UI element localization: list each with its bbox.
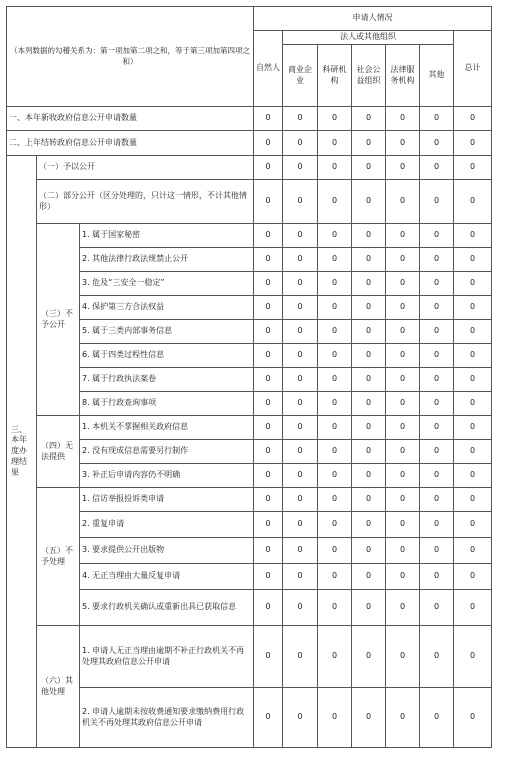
cell: 0 [254, 320, 283, 344]
cell: 0 [283, 688, 318, 748]
cell: 0 [386, 590, 420, 626]
cell: 0 [386, 107, 420, 131]
cell: 0 [283, 272, 318, 296]
cell: 0 [254, 564, 283, 590]
cell: 0 [352, 464, 386, 488]
col-legal-service: 法律服务机构 [386, 45, 420, 107]
table-row [7, 131, 492, 156]
cell: 0 [254, 440, 283, 464]
table-row [7, 590, 492, 626]
cell: 0 [318, 416, 352, 440]
row-label: 4. 保护第三方合法权益 [80, 296, 254, 320]
cell: 0 [420, 248, 454, 272]
cell: 0 [352, 564, 386, 590]
table-row [7, 344, 492, 368]
cell: 0 [318, 440, 352, 464]
cell: 0 [318, 224, 352, 248]
cell: 0 [318, 344, 352, 368]
group-label: （五）不予处理 [37, 488, 80, 626]
cell: 0 [318, 512, 352, 538]
cell: 0 [283, 440, 318, 464]
cell: 0 [283, 320, 318, 344]
col-natural-person: 自然人 [254, 31, 283, 107]
applicant-header: 申请人情况 [254, 7, 492, 31]
cell: 0 [318, 156, 352, 180]
row-label: 7. 属于行政执法案卷 [80, 368, 254, 392]
cell: 0 [454, 156, 492, 180]
row-label: 5. 要求行政机关确认或重新出具已获取信息 [80, 590, 254, 626]
cell: 0 [254, 626, 283, 688]
cell: 0 [318, 392, 352, 416]
table-row [7, 488, 492, 512]
table-note: （本列数据的勾稽关系为：第一项加第二项之和，等于第三项加第四项之和） [7, 7, 254, 107]
cell: 0 [318, 590, 352, 626]
cell: 0 [386, 224, 420, 248]
legal-entity-header: 法人或其他组织 [283, 31, 454, 45]
cell: 0 [318, 464, 352, 488]
cell: 0 [254, 248, 283, 272]
cell: 0 [352, 131, 386, 156]
cell: 0 [352, 440, 386, 464]
cell: 0 [352, 107, 386, 131]
cell: 0 [283, 488, 318, 512]
row-label: 1. 申请人无正当理由逾期不补正行政机关不再处理其政府信息公开申请 [80, 626, 254, 688]
cell: 0 [386, 512, 420, 538]
cell: 0 [254, 512, 283, 538]
cell: 0 [420, 344, 454, 368]
cell: 0 [283, 248, 318, 272]
cell: 0 [352, 296, 386, 320]
table-row [7, 538, 492, 564]
cell: 0 [283, 392, 318, 416]
row-label: 1. 信访举报投诉类申请 [80, 488, 254, 512]
cell: 0 [352, 156, 386, 180]
cell: 0 [318, 320, 352, 344]
cell: 0 [386, 688, 420, 748]
disclosure-requests-table [6, 6, 492, 748]
cell: 0 [386, 564, 420, 590]
cell: 0 [386, 392, 420, 416]
table-row [7, 248, 492, 272]
cell: 0 [283, 590, 318, 626]
cell: 0 [420, 464, 454, 488]
cell: 0 [283, 224, 318, 248]
cell: 0 [386, 440, 420, 464]
cell: 0 [454, 180, 492, 224]
group-label: （四）无法提供 [37, 416, 80, 488]
cell: 0 [454, 320, 492, 344]
row-label: 二、上年结转政府信息公开申请数量 [7, 131, 254, 156]
cell: 0 [352, 512, 386, 538]
cell: 0 [420, 512, 454, 538]
cell: 0 [420, 564, 454, 590]
cell: 0 [283, 464, 318, 488]
cell: 0 [318, 538, 352, 564]
row-label: 2. 其他法律行政法规禁止公开 [80, 248, 254, 272]
cell: 0 [283, 156, 318, 180]
cell: 0 [352, 488, 386, 512]
cell: 0 [454, 296, 492, 320]
cell: 0 [318, 296, 352, 320]
cell: 0 [420, 180, 454, 224]
cell: 0 [254, 688, 283, 748]
table-row [7, 688, 492, 748]
cell: 0 [254, 344, 283, 368]
cell: 0 [386, 131, 420, 156]
cell: 0 [420, 107, 454, 131]
col-research: 科研机构 [318, 45, 352, 107]
cell: 0 [454, 440, 492, 464]
cell: 0 [254, 156, 283, 180]
cell: 0 [420, 131, 454, 156]
cell: 0 [352, 416, 386, 440]
table-row [7, 626, 492, 688]
cell: 0 [254, 224, 283, 248]
cell: 0 [283, 538, 318, 564]
cell: 0 [420, 392, 454, 416]
cell: 0 [318, 688, 352, 748]
cell: 0 [352, 320, 386, 344]
row-label: （一）予以公开 [37, 156, 254, 180]
row-label: 5. 属于三类内部事务信息 [80, 320, 254, 344]
table-row [7, 392, 492, 416]
row-label: （二）部分公开（区分处理的，只计这一情形，不计其他情形） [37, 180, 254, 224]
cell: 0 [454, 131, 492, 156]
row-label: 2. 没有现成信息需要另行制作 [80, 440, 254, 464]
cell: 0 [386, 368, 420, 392]
table-row [7, 272, 492, 296]
cell: 0 [386, 626, 420, 688]
cell: 0 [454, 392, 492, 416]
row-label: 一、本年新收政府信息公开申请数量 [7, 107, 254, 131]
cell: 0 [254, 180, 283, 224]
cell: 0 [386, 180, 420, 224]
table-row [7, 296, 492, 320]
col-total: 总计 [454, 31, 492, 107]
cell: 0 [254, 416, 283, 440]
cell: 0 [454, 272, 492, 296]
table-row [7, 156, 492, 180]
table-row [7, 464, 492, 488]
table-row [7, 416, 492, 440]
row-label: 3. 补正后申请内容仍不明确 [80, 464, 254, 488]
cell: 0 [386, 248, 420, 272]
cell: 0 [454, 688, 492, 748]
row-label: 6. 属于四类过程性信息 [80, 344, 254, 368]
cell: 0 [283, 131, 318, 156]
cell: 0 [454, 107, 492, 131]
cell: 0 [283, 296, 318, 320]
cell: 0 [318, 368, 352, 392]
cell: 0 [454, 224, 492, 248]
cell: 0 [254, 107, 283, 131]
row-label: 3. 危及“三安全一稳定” [80, 272, 254, 296]
cell: 0 [420, 156, 454, 180]
table-row [7, 440, 492, 464]
cell: 0 [386, 488, 420, 512]
cell: 0 [318, 107, 352, 131]
cell: 0 [420, 224, 454, 248]
col-business: 商业企业 [283, 45, 318, 107]
row-label: 2. 重复申请 [80, 512, 254, 538]
cell: 0 [254, 488, 283, 512]
cell: 0 [386, 538, 420, 564]
cell: 0 [254, 296, 283, 320]
cell: 0 [420, 538, 454, 564]
cell: 0 [254, 368, 283, 392]
cell: 0 [254, 538, 283, 564]
cell: 0 [283, 416, 318, 440]
cell: 0 [352, 224, 386, 248]
cell: 0 [352, 626, 386, 688]
cell: 0 [318, 564, 352, 590]
group-label: （六）其他处理 [37, 626, 80, 748]
cell: 0 [454, 564, 492, 590]
cell: 0 [454, 464, 492, 488]
cell: 0 [420, 590, 454, 626]
result-section-label: 三、本年度办理结果 [7, 156, 37, 748]
table-row [7, 224, 492, 248]
cell: 0 [420, 296, 454, 320]
cell: 0 [318, 180, 352, 224]
cell: 0 [283, 512, 318, 538]
row-label: 8. 属于行政查询事项 [80, 392, 254, 416]
table-row [7, 320, 492, 344]
table-row [7, 368, 492, 392]
cell: 0 [454, 416, 492, 440]
col-other: 其他 [420, 45, 454, 107]
cell: 0 [420, 368, 454, 392]
cell: 0 [386, 344, 420, 368]
cell: 0 [283, 344, 318, 368]
cell: 0 [386, 464, 420, 488]
cell: 0 [352, 392, 386, 416]
row-label: 4. 无正当理由大量反复申请 [80, 564, 254, 590]
col-public-welfare: 社会公益组织 [352, 45, 386, 107]
cell: 0 [283, 564, 318, 590]
cell: 0 [352, 248, 386, 272]
cell: 0 [283, 107, 318, 131]
row-label: 2. 申请人逾期未按收费通知要求缴纳费用行政机关不再处理其政府信息公开申请 [80, 688, 254, 748]
table-row [7, 564, 492, 590]
cell: 0 [386, 416, 420, 440]
cell: 0 [420, 688, 454, 748]
cell: 0 [454, 368, 492, 392]
row-label: 3. 要求提供公开出版物 [80, 538, 254, 564]
cell: 0 [254, 131, 283, 156]
cell: 0 [352, 272, 386, 296]
cell: 0 [386, 156, 420, 180]
cell: 0 [318, 272, 352, 296]
cell: 0 [454, 538, 492, 564]
cell: 0 [254, 590, 283, 626]
cell: 0 [454, 488, 492, 512]
cell: 0 [318, 488, 352, 512]
cell: 0 [283, 180, 318, 224]
cell: 0 [386, 296, 420, 320]
cell: 0 [254, 272, 283, 296]
cell: 0 [352, 368, 386, 392]
cell: 0 [420, 320, 454, 344]
cell: 0 [352, 538, 386, 564]
row-label: 1. 本机关不掌握相关政府信息 [80, 416, 254, 440]
cell: 0 [454, 512, 492, 538]
table-row [7, 107, 492, 131]
cell: 0 [454, 590, 492, 626]
cell: 0 [318, 248, 352, 272]
cell: 0 [420, 626, 454, 688]
cell: 0 [283, 368, 318, 392]
cell: 0 [386, 272, 420, 296]
cell: 0 [454, 626, 492, 688]
cell: 0 [420, 272, 454, 296]
cell: 0 [386, 320, 420, 344]
cell: 0 [454, 248, 492, 272]
cell: 0 [254, 392, 283, 416]
cell: 0 [352, 590, 386, 626]
table-row [7, 180, 492, 224]
group-label: （三）不予公开 [37, 224, 80, 416]
row-label: 1. 属于国家秘密 [80, 224, 254, 248]
cell: 0 [352, 344, 386, 368]
cell: 0 [420, 440, 454, 464]
cell: 0 [352, 180, 386, 224]
cell: 0 [420, 488, 454, 512]
cell: 0 [318, 626, 352, 688]
cell: 0 [454, 344, 492, 368]
cell: 0 [318, 131, 352, 156]
cell: 0 [254, 464, 283, 488]
table-row [7, 512, 492, 538]
cell: 0 [283, 626, 318, 688]
cell: 0 [420, 416, 454, 440]
cell: 0 [352, 688, 386, 748]
